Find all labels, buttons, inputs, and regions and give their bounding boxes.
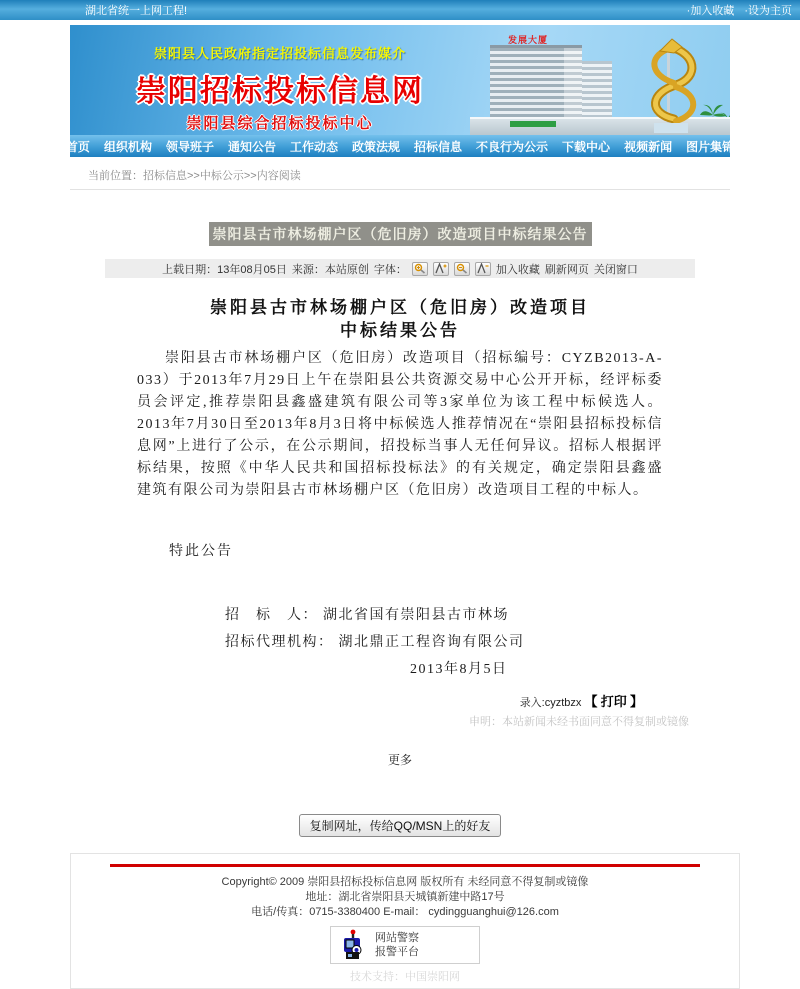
more-link[interactable]: 更多 [387, 753, 412, 767]
breadcrumb-path[interactable]: 招标信息>>中标公示>>内容阅读 [143, 170, 301, 182]
article-body: 崇阳县古市林场棚户区（危旧房）改造项目（招标编号：CYZB2013-A-033）于2013年7月29日上午在崇阳县公共资源交易中心公开开标，经评标委员会评定,推荐崇阳县鑫盛建筑有限公司等3家单位为该工程中标候选人。2013年7月30日至2013年8月3日将中标候选人推荐情况在“崇阳县招标投标信息网”上进行了公示，在公示期间，招投标当事人无任何异议。招标人根据评标结果，按照《中华人民共和国招标投标法》的有关规定，确定崇阳县鑫盛建筑有限公司为崇阳县古市林场棚户区（危旧房）改造项目工程的中标人。 [137, 351, 663, 498]
nav-item-bidding-info[interactable]: 招标信息 [414, 139, 463, 154]
close-window-action[interactable]: 关闭窗口 [593, 263, 638, 276]
police-box-text [375, 931, 419, 959]
footer-contact: 电话/传真：0715-3380400 E-mail： cydingguanghui@126.com [251, 906, 559, 918]
upload-date: 上载日期：13年08月05日 [162, 263, 287, 276]
entry-row [105, 691, 643, 710]
nav-item-notices[interactable]: 通知公告 [227, 139, 276, 154]
share-url-button[interactable]: 复制网址，传给QQ/MSN上的好友 [299, 814, 502, 837]
article [105, 222, 695, 837]
notice-line: 特此公告 [169, 544, 233, 559]
font-zoom-in-icon[interactable] [412, 262, 428, 276]
footer-address: 地址：湖北省崇阳县天城镇新建中路17号 [305, 891, 505, 903]
divider [70, 189, 730, 190]
font-size-label: 字体： [373, 263, 407, 276]
font-zoom-out-icon[interactable] [454, 262, 470, 276]
article-meta-bar [105, 259, 695, 278]
agency-line: 招标代理机构： 湖北鼎正工程咨询有限公司 [225, 635, 525, 650]
main-nav [65, 135, 735, 157]
article-heading-line1: 崇阳县古市林场棚户区（危旧房）改造项目 [210, 298, 590, 317]
footer-red-divider [110, 864, 700, 867]
article-title-selected[interactable]: 崇阳县古市林场棚户区（危旧房）改造项目中标结果公告 [209, 222, 592, 246]
footer [70, 853, 740, 989]
set-homepage-link[interactable]: ·设为主页 [744, 5, 792, 17]
nav-item-leadership[interactable]: 领导班子 [165, 139, 214, 154]
building-label: 发展大厦 [508, 35, 549, 45]
breadcrumb-label: 当前位置： [88, 170, 143, 182]
entry-author: 录入:cyztbzx [519, 697, 582, 709]
nav-item-downloads[interactable]: 下载中心 [562, 139, 611, 154]
add-favorite-action[interactable]: 加入收藏 [495, 263, 540, 276]
nav-item-home[interactable]: 首页 [65, 139, 90, 154]
site-name: 崇阳招标投标信息网 [136, 75, 424, 108]
refresh-page-action[interactable]: 刷新网页 [544, 263, 589, 276]
font-smaller-icon[interactable] [475, 262, 491, 276]
nav-item-policies[interactable]: 政策法规 [352, 139, 401, 154]
police-report-link[interactable] [330, 926, 480, 964]
font-larger-icon[interactable] [433, 262, 449, 276]
site-banner [70, 25, 730, 135]
banner-tagline: 崇阳县人民政府指定招投标信息发布媒介 [153, 46, 406, 61]
copyright-statement: 申明：本站新闻未经书面同意不得复制或镜像 [469, 716, 689, 728]
police-badge-icon [337, 929, 367, 961]
announcement-date: 2013年8月5日 [410, 662, 508, 677]
police-line1: 网站警察 [375, 932, 419, 944]
golden-dragon-statue-icon [630, 33, 710, 135]
article-heading-line2: 中标结果公告 [340, 321, 460, 340]
print-button[interactable]: 【 打印 】 [584, 694, 643, 709]
banner-subtitle: 崇阳县综合招标投标中心 [186, 115, 374, 132]
tech-support: 技术支持：中国崇阳网 [350, 971, 460, 983]
footer-copyright: Copyright© 2009 崇阳县招标投标信息网 版权所有 未经同意不得复制或镜像 [221, 876, 589, 888]
signature-block [225, 602, 695, 683]
building-illustration [470, 35, 620, 135]
nav-item-bad-behavior[interactable]: 不良行为公示 [476, 139, 549, 154]
tenderer-line: 招 标 人： 湖北省国有崇阳县古市林场 [225, 608, 509, 623]
nav-item-video-news[interactable]: 视频新闻 [624, 139, 673, 154]
nav-item-organization[interactable]: 组织机构 [103, 139, 152, 154]
nav-item-work-news[interactable]: 工作动态 [289, 139, 338, 154]
banner-text-block [70, 43, 490, 135]
breadcrumb [88, 167, 730, 181]
nav-item-gallery[interactable]: 图片集锦 [686, 139, 735, 154]
building-tower [490, 45, 582, 123]
article-heading [105, 296, 695, 342]
topbar [0, 0, 800, 20]
add-favorite-link[interactable]: ·加入收藏 [686, 5, 735, 17]
topbar-slogan: 湖北省统一上网工程! [85, 5, 188, 17]
police-line2: 报警平台 [375, 946, 419, 958]
building-wing [582, 61, 612, 123]
storefront-sign [510, 121, 556, 127]
article-source: 来源：本站原创 [291, 263, 369, 276]
